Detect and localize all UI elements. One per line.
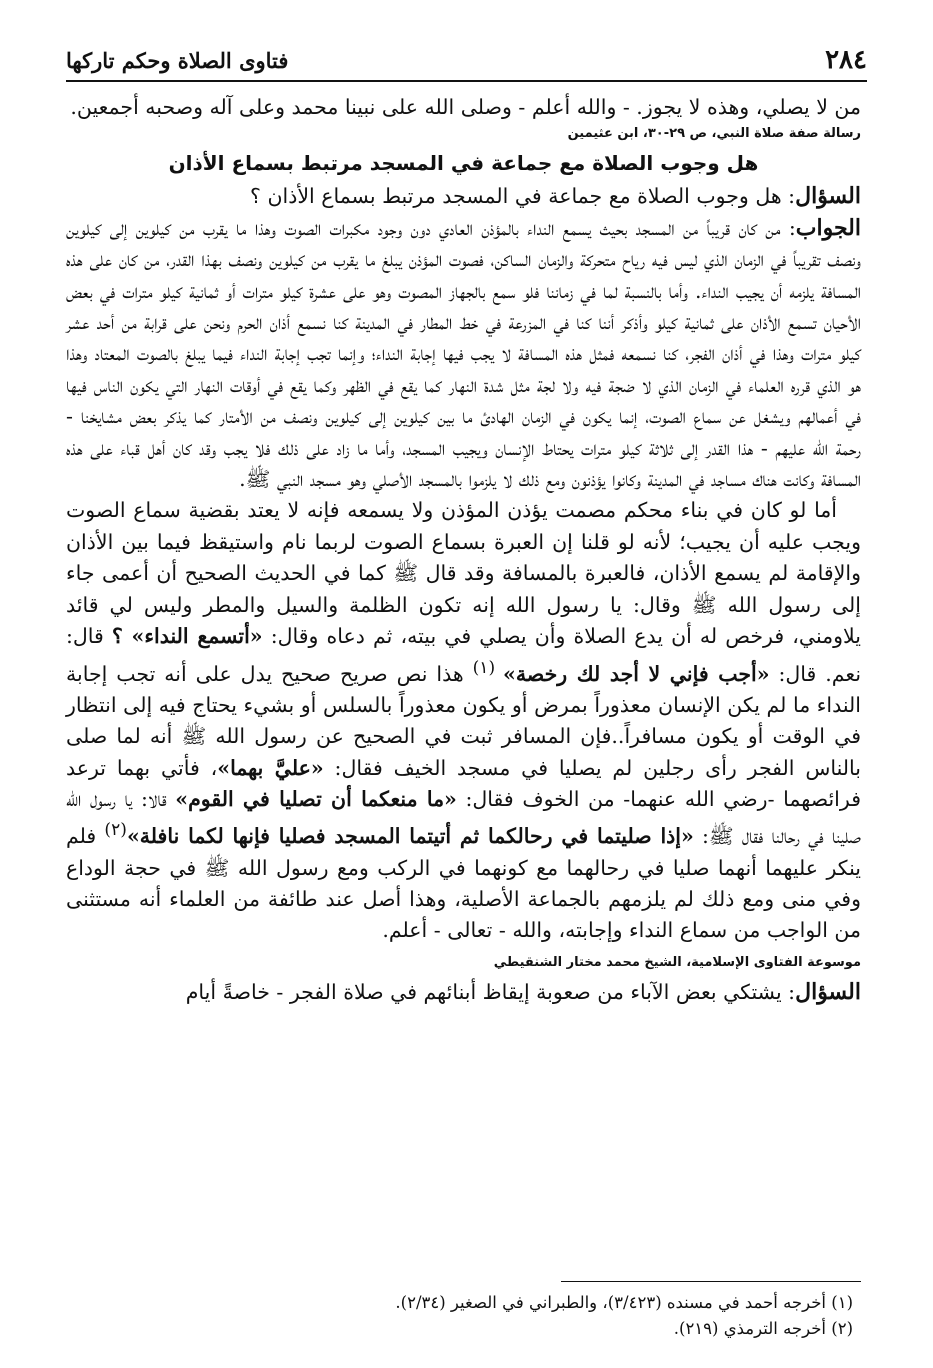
question-1: [66, 181, 861, 212]
answer-2-part-2: قال: نعم. قال:: [66, 624, 862, 686]
answer-2-part-4: ، فأتي بهما ترعد فرائصهما -رضي الله عنهما- من الخوف فقال:: [66, 755, 861, 811]
answer-2-part-6: فلم ينكر عليهما أنهما صليا في رحالهما مع كونهما في الركب ومع رسول الله ﷺ في حجة الوداع وفي منى ومع ذلك لم يلزمهم بالجماعة الأصلية، وهذا أصل عند طائفة من العلماء أنه مستثنى من الواجب من سماع النداء وإجابته، والله - تعالى - أعلم.: [66, 824, 861, 943]
question-2: [66, 977, 861, 1008]
footnote-1: (١) أخرجه أحمد في مسنده (٣/٤٢٣)، والطبراني في الصغير (٢/٣٤).: [395, 1293, 853, 1312]
question-label: السؤال: [795, 183, 861, 210]
hadith-quote-2: «أجب فإني لا أجد لك رخصة»: [503, 661, 770, 686]
answer-label: الجواب: [795, 214, 861, 241]
answer-2-part-3: هذا نص صريح صحيح يدل على أنه تجب إجابة النداء ما لم يكن الإنسان معذوراً بمرض أو يكون معذوراً بالسلس أو بشيء يحتاج فيه إلى انتظار في الوقت أو يكون مسافراً..فإن المسافر ثبت في الصحيح عن رسول الله ﷺ أنه لما صلى بالناس الفجر رأى رجلين لم يصليا في مسجد الخيف فقال:: [66, 661, 861, 780]
question-2-label: السؤال: [795, 978, 861, 1005]
answer-1: [66, 213, 861, 496]
hadith-quote-3: «عليَّ بهما»: [217, 755, 324, 780]
hadith-quote-5: «إذا صليتما في رحالكما ثم أتيتما المسجد فصليا فإنها لكما نافلة»: [126, 824, 694, 849]
footnote-ref-2[interactable]: (٢): [104, 820, 127, 841]
page-header: [66, 40, 867, 82]
question-2-text: : يشتكي بعض الآباء من صعوبة إيقاظ أبنائهم في صلاة الفجر - خاصةً أيام: [185, 979, 796, 1004]
footnotes: [66, 1290, 853, 1342]
hadith-quote-1: «أتسمع النداء» ؟: [111, 624, 263, 649]
section-heading: هل وجوب الصلاة مع جماعة في المسجد مرتبط بسماع الأذان: [168, 151, 759, 176]
answer-2: [66, 495, 861, 946]
footnote-ref-1[interactable]: (١): [472, 657, 503, 678]
running-title: فتاوى الصلاة وحكم تاركها: [66, 47, 289, 73]
main-content: [66, 92, 861, 1008]
question-text: : هل وجوب الصلاة مع جماعة في المسجد مرتبط بسماع الأذان ؟: [250, 184, 796, 209]
answer-source: موسوعة الفتاوى الإسلامية، الشيخ محمد مختار الشنقيطي: [493, 954, 861, 970]
answer-2-part-5: قالا: يا رسول الله صلينا في رحالنا فقال ﷺ:: [66, 786, 862, 849]
intro-paragraph: من لا يصلي، وهذه لا يجوز. - والله أعلم - وصلى الله على نبينا محمد وعلى آله وصحبه أجمعين.: [70, 95, 861, 119]
page-number: ٢٨٤: [825, 45, 867, 75]
footnote-2: (٢) أخرجه الترمذي (٢١٩).: [673, 1319, 853, 1338]
hadith-quote-4: «ما منعكما أن تصليا في القوم»: [175, 786, 457, 811]
answer-2-part-1: أما لو كان في بناء محكم مصمت يؤذن المؤذن ولا يسمعه فإنه لا يعتد بقضية سماع الصوت ويجب عليه أن يجيب؛ لأنه لو قلنا إن العبرة بسماع الصوت لربما نام واستيقظ فيما بين الأذان والإقامة لم يسمع الأذان، فالعبرة بالمسافة وقد قال ﷺ كما في الحديث الصحيح أن أعمى جاء إلى رسول الله ﷺ وقال: يا رسول الله إنه تكون الظلمة والسيل والمطر وليس لي قائد يلاومني، فرخص له أن يدع الصلاة وأن يصلي في بيته، ثم دعاه وقال:: [66, 498, 861, 649]
intro-source: رسالة صفة صلاة النبي، ص ٢٩-٣٠، ابن عثيمين: [567, 126, 861, 142]
footnote-divider: [561, 1281, 861, 1282]
answer-text: : من كان قريباً من المسجد بحيث يسمع النداء بالمؤذن العادي دون وجود مكبرات الصوت وهذا ما يقرب من كيلوين إلى كيلوين ونصف تقريباً في الزمان الذي ليس فيه رياح متحركة والزمان الساكن، فصوت المؤذن يبلغ ما يقرب من كيلوين ونصف بهذا القدر، من كان على هذه المسافة يلزمه أن يجيب النداء. وأما بالنسبة لما في زماننا فلو سمع بالجهاز المصوت وهو على عشرة كيلو مترات أو ثمانية كيلو مترات في بعض الأحيان تسمع الأذان على ثمانية كيلو وأذكر أننا كنا في المزرعة في خط المطار في المدينة كنا نسمع أذان الحرم ونحن على قرابة من أحد عشر كيلو مترات وهذا في أذان الفجر، كنا نسمعه فمثل هذه المسافة لا يجب فيها إجابة النداء؛ وإنما تجب إجابة النداء فيما يبلغ بالصوت المعتاد وهذا هو الذي قرره العلماء في الزمان الذي لا ضجة فيه ولا لجة مثل شدة النهار كما يقع في الظهر وكما يقع في أوقات النهار التي يكون الناس فيها في أعمالهم ويشغل عن سماع الصوت، إنما يكون في الزمان الهادئ ما بين كيلوين إلى كيلوين ونصف من الأمتار كما يذكر بعض مشايخنا - رحمة الله عليهم - هذا القدر إلى ثلاثة كيلو مترات يحتاط الإنسان ويجيب المسجد، وأما ما زاد على ذلك فلا يجب وقد كان أهل قباء على هذه المسافة وكانت هناك مساجد في المدينة وكانوا يؤذنون ومع ذلك لا يلزموا بالمسجد الأصلي وهو مسجد النبي ﷺ.: [66, 215, 861, 492]
